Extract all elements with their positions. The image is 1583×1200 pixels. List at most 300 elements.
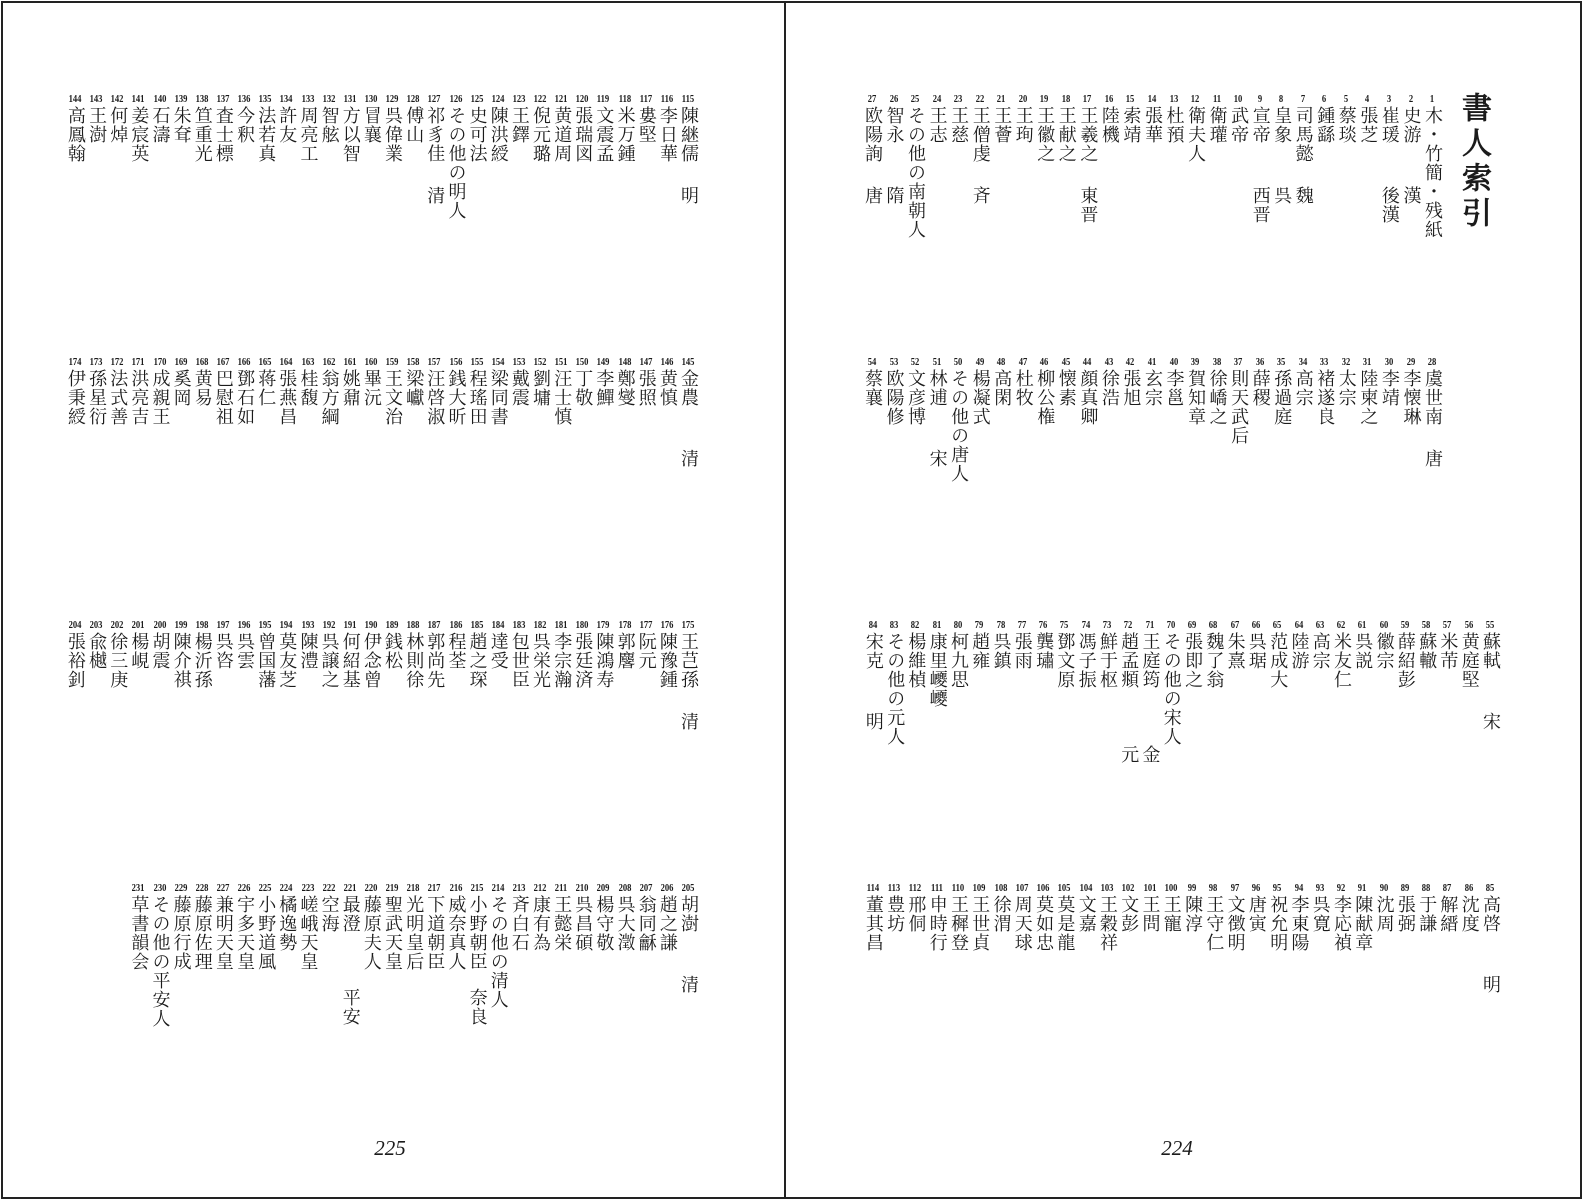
entry-number: 69 [1187, 619, 1197, 631]
entry-number: 228 [195, 882, 209, 894]
entry-name: 薛稷 [1249, 369, 1271, 407]
entry-name: 文震孟 [593, 106, 615, 163]
entry-name: 楊峴 [128, 632, 150, 670]
entry-name: 周亮工 [297, 106, 319, 163]
entry-name: 張燕昌 [276, 369, 298, 426]
entry-name: 木・竹簡・残紙 [1422, 106, 1443, 239]
entry-number: 223 [301, 882, 314, 894]
entry-number: 143 [89, 93, 103, 105]
entry-name: 杜牧 [1012, 369, 1034, 407]
entry-number: 109 [972, 882, 986, 894]
era-label: 清 [678, 449, 699, 468]
entry-name: 張旭 [1120, 369, 1142, 407]
entry-number: 191 [343, 619, 357, 631]
entry-number: 119 [597, 93, 610, 105]
era-label: 西晋 [1249, 186, 1271, 224]
entry-number: 104 [1079, 882, 1093, 894]
era-label: 斉 [969, 186, 991, 205]
entry-number: 122 [533, 93, 547, 105]
entry-name: 黄慎 [656, 369, 678, 407]
entry-number: 170 [153, 356, 166, 368]
entry-name: 孫星衍 [86, 369, 108, 426]
entry-number: 196 [237, 619, 251, 631]
entry-name: 張照 [635, 369, 657, 407]
entry-name: 呉説 [1352, 632, 1374, 670]
entry-name: 奚岡 [170, 369, 192, 407]
entry-name: 黄道周 [551, 106, 573, 163]
entry-number: 131 [343, 93, 357, 105]
entry-name: 査士標 [212, 106, 234, 163]
entry-number: 173 [89, 356, 103, 368]
entry-name: 宇多天皇 [234, 895, 256, 971]
page-left [0, 0, 784, 1200]
entry-name: 張瑞図 [572, 106, 594, 163]
entry-name: 趙雍 [969, 632, 991, 670]
era-label: 宋 [926, 449, 948, 468]
entry-number: 225 [258, 882, 272, 894]
entry-name: 張芝 [1357, 106, 1379, 144]
entry-name: 徐渭 [990, 895, 1012, 933]
entry-number: 130 [364, 93, 378, 105]
entry-name: その他の唐人 [948, 369, 970, 483]
entry-number: 151 [554, 356, 568, 368]
entry-name: 賀知章 [1185, 369, 1207, 426]
entry-number: 12 [1190, 93, 1200, 105]
entry-name: 王穉登 [948, 895, 969, 952]
entry-name: 虞世南 [1422, 369, 1443, 426]
era-label: 魏 [1292, 186, 1314, 205]
entry-name: 智舷 [318, 106, 340, 144]
entry-name: 小野道風 [255, 895, 277, 971]
entry-number: 202 [110, 619, 124, 631]
entry-number: 75 [1060, 619, 1069, 631]
entry-number: 7 [1300, 93, 1305, 105]
entry-name: 文嘉 [1075, 895, 1097, 933]
entry-number: 97 [1230, 882, 1239, 894]
entry-name: 金農 [678, 369, 699, 407]
entry-name: 郭尚先 [424, 632, 446, 689]
entry-name: 笪重光 [191, 106, 213, 163]
entry-number: 59 [1400, 619, 1410, 631]
entry-number: 186 [449, 619, 462, 631]
entry-number: 201 [131, 619, 145, 631]
entry-name: 崔瑗 [1378, 106, 1400, 144]
entry-name: 王穀祥 [1097, 895, 1118, 952]
entry-name: 沈周 [1373, 895, 1395, 933]
entry-name: 王鐸 [508, 106, 530, 144]
entry-number: 149 [596, 356, 610, 368]
entry-number: 190 [364, 619, 378, 631]
entry-number: 5 [1343, 93, 1348, 105]
entry-name: 呉譲之 [318, 632, 340, 689]
entry-name: 申時行 [926, 895, 948, 952]
entry-number: 164 [279, 356, 293, 368]
entry-name: 梁同書 [487, 369, 509, 426]
entry-number: 2 [1408, 93, 1413, 105]
page-divider [784, 1, 786, 1199]
entry-number: 55 [1485, 619, 1495, 631]
entry-name: 張雨 [1011, 632, 1033, 670]
entry-name: 米万鍾 [614, 106, 636, 163]
entry-name: 王守仁 [1203, 895, 1225, 952]
entry-name: 陳淳 [1182, 895, 1204, 933]
entry-number: 99 [1187, 882, 1197, 894]
entry-name: 呉栄光 [530, 632, 551, 689]
entry-number: 92 [1336, 882, 1346, 894]
entry-number: 44 [1083, 356, 1092, 368]
entry-name: 徐浩 [1098, 369, 1120, 407]
entry-name: 洪亮吉 [128, 369, 150, 426]
entry-number: 10 [1233, 93, 1243, 105]
entry-number: 163 [301, 356, 314, 368]
entry-name: 蘇轍 [1416, 632, 1438, 670]
entry-name: その他の清人 [487, 895, 509, 1009]
entry-number: 209 [596, 882, 610, 894]
entry-number: 103 [1100, 882, 1114, 894]
entry-name: 王慈 [948, 106, 970, 144]
entry-number: 9 [1257, 93, 1262, 105]
entry-name: 曾国藩 [255, 632, 277, 689]
entry-name: 倪元璐 [530, 106, 551, 163]
entry-number: 72 [1123, 619, 1133, 631]
entry-name: 智永 [883, 106, 905, 144]
entry-name: 李東陽 [1288, 895, 1310, 952]
entry-name: 翁方綱 [318, 369, 340, 426]
entry-name: 鄧石如 [234, 369, 256, 426]
entry-name: 史可法 [466, 106, 488, 163]
entry-number: 147 [639, 356, 653, 368]
entry-number: 229 [174, 882, 188, 894]
entry-number: 217 [427, 882, 441, 894]
entry-number: 152 [533, 356, 547, 368]
entry-number: 49 [975, 356, 984, 368]
entry-name: 馮子振 [1075, 632, 1097, 689]
entry-number: 78 [996, 619, 1005, 631]
entry-name: 王芑孫 [678, 632, 699, 689]
entry-number: 89 [1400, 882, 1410, 894]
entry-name: 康里巎巎 [926, 632, 948, 708]
entry-name: 祝允明 [1267, 895, 1289, 952]
entry-number: 194 [279, 619, 293, 631]
entry-name: 董其昌 [862, 895, 884, 952]
entry-name: その他の元人 [884, 632, 906, 746]
entry-name: 張華 [1142, 106, 1163, 144]
entry-number: 94 [1294, 882, 1303, 894]
entry-number: 219 [385, 882, 399, 894]
entry-name: 王志 [926, 106, 948, 144]
entry-number: 154 [491, 356, 505, 368]
entry-number: 65 [1272, 619, 1282, 631]
entry-name: 朱熹 [1224, 632, 1246, 670]
entry-number: 11 [1212, 93, 1221, 105]
entry-number: 171 [131, 356, 145, 368]
entry-number: 113 [887, 882, 901, 894]
entry-number: 61 [1358, 619, 1367, 631]
entry-name: 徐三庚 [107, 632, 129, 689]
entry-number: 36 [1255, 356, 1264, 368]
entry-number: 231 [131, 882, 145, 894]
entry-number: 26 [889, 93, 898, 105]
entry-name: 呉偉業 [382, 106, 403, 163]
entry-name: 冒襄 [360, 106, 382, 144]
era-label: 隋 [883, 186, 905, 205]
entry-number: 6 [1322, 93, 1327, 105]
entry-number: 117 [639, 93, 652, 105]
entry-number: 58 [1421, 619, 1431, 631]
entry-name: 法若真 [255, 106, 277, 163]
entry-name: 張裕釗 [64, 632, 86, 689]
entry-name: その他の宋人 [1160, 632, 1182, 746]
entry-name: 桂馥 [297, 369, 319, 407]
entry-number: 208 [618, 882, 632, 894]
entry-number: 70 [1166, 619, 1176, 631]
entry-number: 24 [932, 93, 941, 105]
entry-name: 郭麐 [614, 632, 636, 670]
entry-name: 陳継儒 [678, 106, 699, 163]
entry-name: 橘逸勢 [276, 895, 298, 952]
entry-name: 宣帝 [1249, 106, 1271, 144]
entry-number: 96 [1251, 882, 1261, 894]
entry-name: 王珣 [1012, 106, 1034, 144]
entry-name: 達受 [487, 632, 509, 670]
entry-name: 蘇軾 [1480, 632, 1501, 670]
entry-name: 欧陽詢 [862, 106, 883, 163]
entry-number: 32 [1341, 356, 1351, 368]
entry-number: 105 [1057, 882, 1071, 894]
entry-name: 嵯峨天皇 [297, 895, 319, 971]
entry-name: 汪啓淑 [424, 369, 446, 426]
entry-name: 文彦博 [905, 369, 926, 426]
entry-number: 68 [1209, 619, 1218, 631]
entry-name: 空海 [318, 895, 340, 933]
entry-number: 23 [953, 93, 963, 105]
entry-name: 王徽之 [1034, 106, 1056, 163]
entry-name: 鍾繇 [1314, 106, 1336, 144]
entry-number: 126 [449, 93, 462, 105]
entry-name: 劉墉 [530, 369, 551, 407]
entry-number: 139 [174, 93, 188, 105]
entry-number: 141 [131, 93, 145, 105]
entry-number: 30 [1384, 356, 1394, 368]
entry-name: 楊維楨 [905, 632, 927, 689]
entry-number: 216 [449, 882, 462, 894]
entry-number: 174 [68, 356, 82, 368]
entry-name: 何紹基 [339, 632, 361, 689]
entry-number: 206 [660, 882, 674, 894]
entry-number: 160 [364, 356, 378, 368]
entry-number: 107 [1015, 882, 1029, 894]
entry-name: 林則徐 [403, 632, 425, 689]
entry-name: 柳公権 [1034, 369, 1056, 426]
entry-name: 文徴明 [1224, 895, 1246, 952]
entry-number: 214 [491, 882, 505, 894]
entry-name: 王世貞 [969, 895, 991, 952]
entry-name: 戴震 [508, 369, 530, 407]
entry-name: 唐寅 [1245, 895, 1267, 933]
entry-name: その他の明人 [445, 106, 467, 220]
entry-name: 丁敬 [572, 369, 594, 407]
entry-name: 衛夫人 [1185, 106, 1207, 163]
entry-number: 86 [1464, 882, 1473, 894]
entry-name: 梁巘 [403, 369, 425, 407]
entry-name: 太宗 [1335, 369, 1357, 407]
entry-number: 41 [1147, 356, 1157, 368]
entry-name: 呉昌碩 [572, 895, 594, 952]
entry-name: 顔真卿 [1077, 369, 1099, 426]
entry-number: 133 [301, 93, 314, 105]
era-label: 元 [1118, 745, 1140, 764]
entry-name: 高宗 [1309, 632, 1331, 670]
entry-number: 199 [174, 619, 188, 631]
entry-name: 翁同龢 [635, 895, 657, 952]
entry-number: 192 [322, 619, 336, 631]
entry-number: 193 [301, 619, 314, 631]
entry-number: 76 [1038, 619, 1048, 631]
entry-number: 115 [681, 93, 695, 105]
entry-number: 27 [867, 93, 877, 105]
entry-name: 兪樾 [86, 632, 108, 670]
entry-number: 111 [930, 882, 943, 894]
entry-name: 呉寛 [1309, 895, 1331, 933]
entry-name: 杜預 [1163, 106, 1185, 144]
entry-number: 203 [89, 619, 103, 631]
entry-number: 187 [427, 619, 441, 631]
entry-name: 陳洪綬 [487, 106, 509, 163]
entry-number: 110 [951, 882, 965, 894]
entry-name: 王庭筠 [1139, 632, 1161, 689]
entry-number: 188 [406, 619, 420, 631]
entry-name: 徽宗 [1373, 632, 1395, 670]
entry-number: 178 [618, 619, 632, 631]
entry-name: その他の南朝人 [905, 106, 926, 239]
entry-name: 沈度 [1458, 895, 1480, 933]
entry-number: 62 [1336, 619, 1346, 631]
era-label: 清 [424, 186, 446, 205]
entry-name: 楊守敬 [593, 895, 615, 952]
entry-number: 90 [1379, 882, 1388, 894]
era-label: 東晋 [1077, 186, 1099, 224]
entry-number: 184 [491, 619, 505, 631]
entry-number: 37 [1233, 356, 1243, 368]
entry-name: 黄庭堅 [1458, 632, 1480, 689]
entry-number: 204 [68, 619, 82, 631]
entry-name: 豊坊 [884, 895, 906, 933]
page-right [787, 0, 1581, 1200]
entry-number: 101 [1143, 882, 1156, 894]
entry-name: 張即之 [1182, 632, 1204, 689]
entry-name: 下道朝臣 [424, 895, 446, 971]
era-label: 後漢 [1378, 186, 1400, 224]
entry-number: 179 [596, 619, 610, 631]
era-label: 呉 [1271, 186, 1293, 205]
entry-number: 42 [1126, 356, 1135, 368]
entry-name: 傅山 [403, 106, 425, 144]
entry-number: 84 [868, 619, 878, 631]
entry-name: 陳豫鍾 [656, 632, 678, 689]
entry-number: 95 [1272, 882, 1282, 894]
entry-name: 王羲之 [1077, 106, 1099, 163]
entry-name: 欧陽修 [883, 369, 905, 426]
entry-number: 108 [994, 882, 1008, 894]
entry-number: 162 [322, 356, 336, 368]
entry-name: 畢沅 [360, 369, 382, 407]
entry-name: 蔡琰 [1335, 106, 1357, 144]
entry-number: 221 [343, 882, 357, 894]
entry-name: 莫如忠 [1033, 895, 1055, 952]
entry-name: 小野朝臣 [466, 895, 488, 971]
entry-number: 123 [512, 93, 526, 105]
entry-name: 草書韻会 [128, 895, 150, 971]
entry-name: 范成大 [1267, 632, 1289, 689]
entry-number: 222 [322, 882, 336, 894]
entry-number: 3 [1386, 93, 1392, 105]
entry-number: 74 [1081, 619, 1090, 631]
era-label: 漢 [1400, 186, 1422, 205]
entry-name: 高鳳翰 [64, 106, 86, 163]
entry-name: 聖武天皇 [382, 895, 403, 971]
entry-number: 175 [681, 619, 695, 631]
entry-name: 高啓 [1480, 895, 1501, 933]
entry-name: 許友 [276, 106, 298, 144]
entry-name: 張弼 [1394, 895, 1416, 933]
entry-number: 136 [237, 93, 251, 105]
entry-number: 22 [975, 93, 984, 105]
entry-name: 邢侗 [905, 895, 927, 933]
entry-name: 王澍 [86, 106, 108, 144]
entry-number: 39 [1190, 356, 1200, 368]
entry-name: 莫是龍 [1054, 895, 1076, 952]
entry-number: 227 [216, 882, 230, 894]
entry-number: 102 [1121, 882, 1135, 894]
entry-number: 15 [1126, 93, 1135, 105]
entry-number: 81 [932, 619, 941, 631]
entry-name: 兼明天皇 [212, 895, 234, 971]
entry-name: 方以智 [339, 106, 361, 163]
entry-number: 161 [343, 356, 357, 368]
entry-number: 77 [1017, 619, 1027, 631]
entry-name: 李邕 [1163, 369, 1185, 407]
entry-number: 176 [660, 619, 674, 631]
entry-number: 35 [1276, 356, 1286, 368]
entry-number: 211 [554, 882, 568, 894]
entry-name: 阮元 [635, 632, 657, 670]
entry-number: 64 [1294, 619, 1303, 631]
entry-number: 100 [1164, 882, 1178, 894]
entry-name: 胡震 [149, 632, 171, 670]
entry-name: 高宗 [1292, 369, 1314, 407]
entry-number: 182 [533, 619, 547, 631]
entry-number: 230 [153, 882, 166, 894]
entry-name: 朱耷 [170, 106, 192, 144]
entry-number: 16 [1104, 93, 1114, 105]
entry-name: 光明皇后 [403, 895, 425, 971]
entry-number: 4 [1365, 93, 1370, 105]
entry-number: 56 [1464, 619, 1473, 631]
entry-number: 215 [470, 882, 484, 894]
entry-number: 116 [660, 93, 674, 105]
entry-number: 48 [996, 356, 1006, 368]
entry-number: 140 [153, 93, 166, 105]
entry-name: 成親王 [149, 369, 171, 426]
entry-number: 1 [1429, 93, 1435, 105]
entry-number: 129 [385, 93, 399, 105]
entry-number: 118 [618, 93, 631, 105]
entry-name: 褚遂良 [1314, 369, 1336, 426]
entry-name: 皇象 [1271, 106, 1293, 144]
entry-name: 王寵 [1160, 895, 1182, 933]
entry-name: 高閑 [991, 369, 1013, 407]
entry-number: 185 [470, 619, 484, 631]
